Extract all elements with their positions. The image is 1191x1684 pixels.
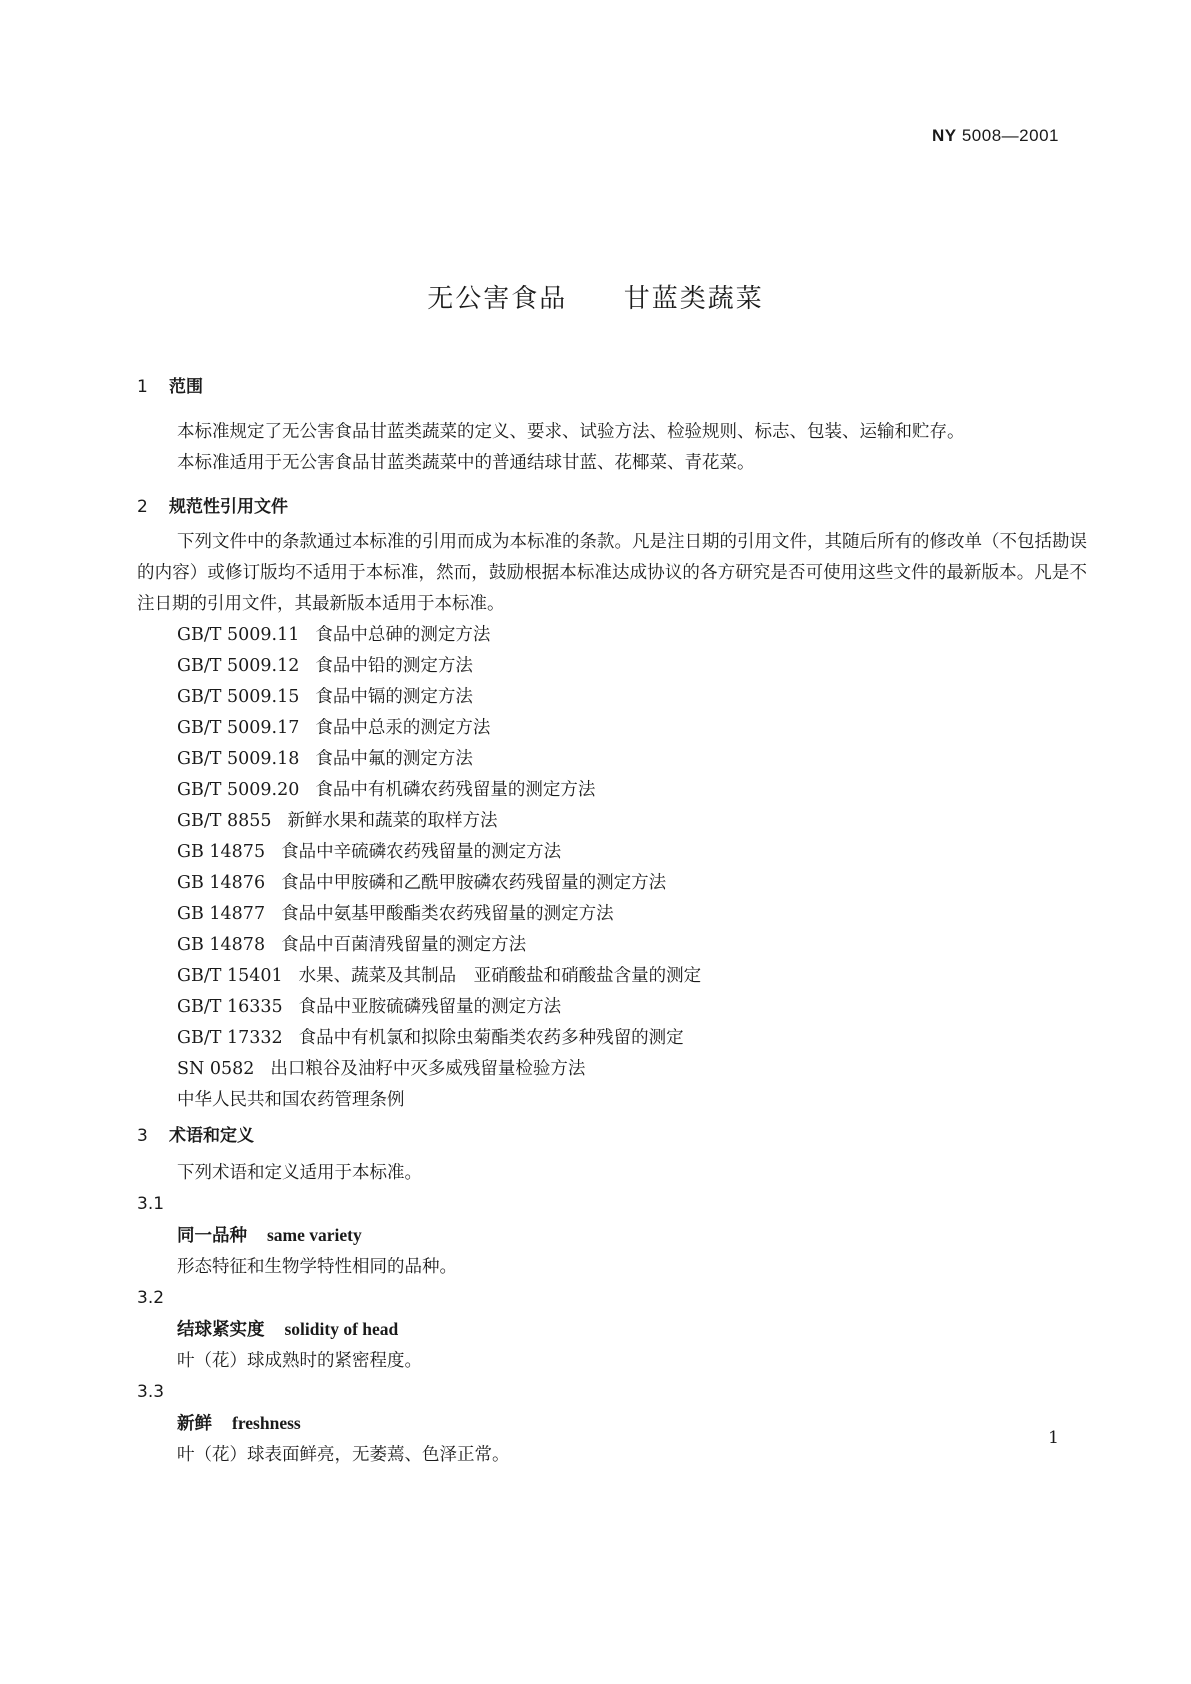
scope-paragraph: 本标准适用于无公害食品甘蓝类蔬菜中的普通结球甘蓝、花椰菜、青花菜。 [177,453,755,473]
reference-title: 食品中辛硫磷农药残留量的测定方法 [281,842,562,862]
reference-title: 食品中亚胺硫磷残留量的测定方法 [298,997,562,1017]
term-definition: 叶（花）球表面鲜亮，无萎蔫、色泽正常。 [177,1445,510,1465]
document-title: 无公害食品 甘蓝类蔬菜 [427,284,764,314]
term-entry [137,1283,1087,1377]
reference-title: 水果、蔬菜及其制品 亚硝酸盐和硝酸盐含量的测定 [298,966,702,986]
reference-code: SN 0582 [177,1059,255,1079]
term-name [137,1220,1087,1252]
reference-code: GB/T 5009.12 [177,656,300,676]
standard-code-prefix: NY [932,126,957,145]
reference-code: GB 14876 [177,873,266,893]
reference-item [137,961,1087,992]
term-name [137,1314,1087,1346]
reference-title: 食品中百菌清残留量的测定方法 [281,935,527,955]
reference-regulation: 中华人民共和国农药管理条例 [177,1090,405,1110]
reference-list [137,620,1087,1116]
section-2-heading [137,493,1087,521]
reference-code: GB/T 8855 [177,811,272,831]
reference-item [137,1054,1087,1085]
reference-item [137,651,1087,682]
reference-code: GB/T 5009.15 [177,687,300,707]
reference-item [137,775,1087,806]
reference-title: 食品中镉的测定方法 [315,687,473,707]
term-definition: 叶（花）球成熟时的紧密程度。 [177,1351,422,1371]
reference-code: GB 14878 [177,935,266,955]
reference-item [137,713,1087,744]
clause-number: 3.1 [137,1194,165,1214]
reference-item [137,1023,1087,1054]
section-number: 3 [137,1126,148,1146]
section-1-heading [137,373,1087,401]
reference-title: 食品中有机氯和拟除虫菊酯类农药多种残留的测定 [298,1028,684,1048]
reference-title: 食品中总汞的测定方法 [315,718,491,738]
reference-item [137,930,1087,961]
term-chinese: 同一品种 [177,1226,247,1246]
reference-code: GB 14877 [177,904,266,924]
section-title: 规范性引用文件 [169,497,288,517]
reference-item [137,806,1087,837]
term-english: solidity of head [284,1319,399,1339]
reference-title: 食品中氟的测定方法 [315,749,473,769]
section-3-heading [137,1122,1087,1150]
clause-number: 3.3 [137,1382,165,1402]
document-body [137,373,1087,1471]
reference-code: GB/T 5009.20 [177,780,300,800]
section-title: 术语和定义 [169,1126,254,1146]
reference-item [137,837,1087,868]
term-name [137,1408,1087,1440]
term-entry [137,1189,1087,1283]
reference-item [137,744,1087,775]
reference-code: GB/T 5009.17 [177,718,300,738]
reference-title: 食品中氨基甲酸酯类农药残留量的测定方法 [281,904,614,924]
clause-number: 3.2 [137,1288,165,1308]
term-definition: 形态特征和生物学特性相同的品种。 [177,1257,457,1277]
term-chinese: 新鲜 [177,1414,212,1434]
reference-title: 食品中总砷的测定方法 [315,625,491,645]
reference-code: GB/T 16335 [177,997,283,1017]
page-number: 1 [1048,1428,1059,1448]
reference-title: 食品中甲胺磷和乙酰甲胺磷农药残留量的测定方法 [281,873,667,893]
terms-intro-paragraph: 下列术语和定义适用于本标准。 [177,1163,422,1183]
reference-title: 食品中有机磷农药残留量的测定方法 [315,780,596,800]
standard-code [932,126,1059,146]
reference-code: GB/T 5009.18 [177,749,300,769]
term-chinese: 结球紧实度 [177,1320,265,1340]
section-number: 2 [137,497,148,517]
references-intro-paragraph: 下列文件中的条款通过本标准的引用而成为本标准的条款。凡是注日期的引用文件，其随后所有的修改单（不包括勘误的内容）或修订版均不适用于本标准，然而，鼓励根据本标准达成协议的各方研究是否可使用这些文件的最新版本。凡是不注日期的引用文件，其最新版本适用于本标准。 [137,532,1087,614]
reference-code: GB/T 15401 [177,966,283,986]
reference-item [137,899,1087,930]
section-number: 1 [137,377,148,397]
reference-title: 食品中铅的测定方法 [315,656,473,676]
reference-code: GB/T 17332 [177,1028,283,1048]
reference-title: 出口粮谷及油籽中灭多威残留量检验方法 [270,1059,586,1079]
reference-code: GB 14875 [177,842,266,862]
reference-item [137,868,1087,899]
reference-code: GB/T 5009.11 [177,625,300,645]
term-english: same variety [267,1225,362,1245]
reference-item [137,620,1087,651]
term-entry [137,1377,1087,1471]
term-english: freshness [232,1413,301,1433]
reference-title: 新鲜水果和蔬菜的取样方法 [287,811,498,831]
section-title: 范围 [169,377,203,397]
reference-item [137,992,1087,1023]
reference-item [137,682,1087,713]
scope-paragraph: 本标准规定了无公害食品甘蓝类蔬菜的定义、要求、试验方法、检验规则、标志、包装、运输和贮存。 [177,422,965,442]
standard-code-number: 5008—2001 [956,126,1059,145]
